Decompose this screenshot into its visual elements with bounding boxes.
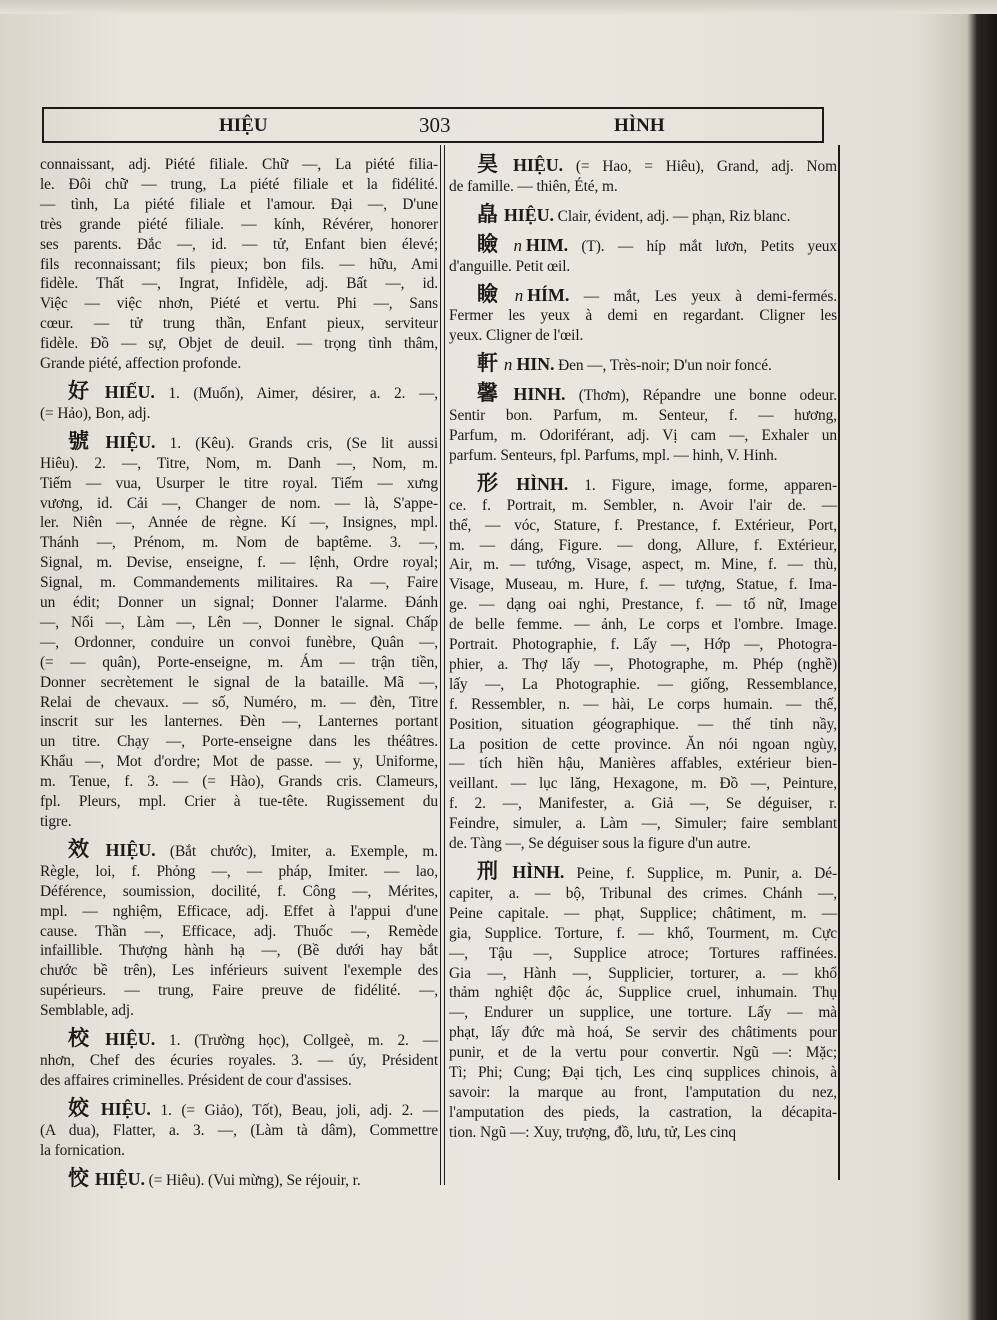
dictionary-entry — [449, 470, 837, 854]
headword: HIỆU. — [105, 431, 156, 452]
headword: HIỆU. — [94, 1168, 145, 1189]
headword-character: 馨 — [477, 381, 508, 406]
entry-text: Khẩu —, Mot d'ordre; Mot de passe. — y, Uniforme, — [40, 753, 438, 771]
entry-text: Air, m. — tướng, Visage, aspect, m. Mine, f. — thù, — [449, 556, 837, 574]
entry-line — [449, 814, 837, 834]
entry-text: (A dua), Flatter, a. 3. —, (Làm tà dâm), Commettre — [40, 1121, 438, 1139]
entry-line — [449, 794, 837, 814]
entry-text: tigre. — [40, 813, 72, 830]
entry-line — [449, 924, 837, 944]
right-margin-rule — [838, 145, 840, 1180]
entry-line — [40, 653, 438, 673]
entry-line — [40, 613, 438, 633]
entry-line — [40, 454, 438, 474]
entry-text: de. Tàng —, Se déguiser sous la figure d'un autre. — [449, 835, 751, 853]
entry-line — [449, 326, 837, 346]
entry-text: le. Đôi chữ — trung, La piété filiale et la fidélité. — [40, 175, 438, 193]
headword-character: 瞼 — [477, 231, 508, 256]
entry-line — [40, 494, 438, 514]
entry-line — [449, 944, 837, 964]
headword: HIỆU. — [503, 204, 554, 225]
entry-line — [449, 1083, 837, 1103]
entry-text: cause. Thần —, Efficace, adj. Thuốc —, Remède — [40, 922, 438, 940]
header-left-guide-word: HIỆU — [219, 115, 268, 136]
entry-text: un édit; Donner un signal; Donner l'alarme. Đánh — [40, 594, 438, 612]
entry-text: —, Nổi —, Làm —, Lên —, Donner le signal. Chấp — [40, 613, 438, 631]
entry-text: ses parents. Đắc —, id. — tử, Enfant bien élevé; — [40, 235, 438, 253]
entry-line — [40, 354, 438, 374]
headword: HIẾU. — [104, 381, 155, 402]
entry-line — [449, 635, 837, 655]
entry-text: thể, — vóc, Stature, f. Prestance, f. Extérieur, Port, — [449, 516, 837, 534]
entry-line — [40, 792, 438, 812]
entry-line — [40, 334, 438, 354]
entry-line — [449, 406, 837, 426]
entry-text: savoir: la marque au front, l'amputation du nez, — [449, 1083, 837, 1101]
entry-line — [449, 595, 837, 615]
entry-line — [40, 378, 439, 404]
entry-text: Fermer les yeux à demi en regardant. Cligner les — [449, 307, 837, 325]
entry-text: —, Endurer un supplice, une torture. Lấy — mà — [449, 1004, 837, 1022]
entry-text: thảm nghiệt độc ác, Supplice cruel, inhumain. Thụ — [449, 984, 837, 1002]
entry-text: fidèle. Thất —, Ingrat, Infidèle, adj. Bất —, id. — [40, 275, 438, 293]
entry-line — [40, 155, 438, 175]
entry-text: ler. Niên —, Année de règne. Kí —, Insignes, mpl. — [40, 514, 438, 532]
entry-text: 1. (= Giảo), Tốt), Beau, joli, adj. 2. — — [160, 1101, 438, 1119]
entry-line — [40, 882, 438, 902]
entry-line — [449, 1003, 837, 1023]
headword: HIM. — [525, 234, 569, 255]
dictionary-entry — [40, 378, 439, 424]
entry-text: un titre. Chạy —, Porte-enseigne dans les théâtres. — [40, 733, 438, 751]
entry-text: 1. Figure, image, forme, apparen- — [584, 476, 837, 494]
entry-line — [40, 752, 438, 772]
entry-text: d'anguille. Petit œil. — [449, 257, 571, 275]
entry-line — [40, 673, 438, 693]
entry-line — [449, 904, 837, 924]
entry-text: vương, id. Cải —, Changer de nom. — là, S'appe- — [40, 494, 438, 512]
entry-line — [40, 633, 438, 653]
entry-text: connaissant, adj. Piété filiale. Chữ —, La piété filia- — [40, 156, 438, 173]
left-column — [40, 155, 438, 1198]
headword-character: 校 — [68, 1026, 100, 1051]
entry-text: Donner secrètement le signal de la bataille. Mã —, — [40, 673, 438, 691]
headword-character: 昊 — [477, 152, 508, 176]
entry-text: Parfum, m. Odoriférant, adj. Vị cam —, Exhaler un — [449, 426, 837, 444]
entry-line — [449, 536, 837, 556]
entry-line — [449, 446, 837, 466]
column-divider — [444, 145, 445, 1185]
entry-text: (= Hiêu). (Vui mừng), Se réjouir, r. — [148, 1171, 361, 1189]
dictionary-entry — [449, 152, 838, 197]
entry-line — [40, 314, 438, 334]
entry-line — [40, 1051, 438, 1071]
entry-line — [449, 306, 837, 326]
entry-text: Tì; Phi; Cung; Đại tịch, Les cinq supplices chinois, à — [449, 1064, 837, 1082]
entry-text: fpl. Pleurs, mpl. Crier à tue-tête. Rugissement du — [40, 793, 438, 811]
entry-line — [40, 513, 438, 533]
entry-line — [40, 428, 438, 454]
entry-text: chước bề trên), Les inférieurs suivent l'exemple des — [40, 962, 438, 980]
headword-character: 效 — [68, 836, 100, 861]
headword: HIN. — [516, 354, 555, 375]
entry-text: Peine, f. Supplice, m. Punir, a. Dé- — [576, 865, 838, 882]
entry-text: Peine capitale. — phạt, Supplice; châtiment, m. — — [449, 904, 837, 922]
entry-text: cœur. — tử trung thần, Enfant pieux, serviteur — [40, 315, 438, 333]
entry-line — [40, 533, 438, 553]
dictionary-entry — [40, 1165, 438, 1191]
entry-line — [40, 215, 438, 235]
entry-line — [40, 693, 438, 713]
entry-text: de belle femme. — ảnh, Le corps et l'ombre. Image. — [449, 616, 837, 634]
entry-text: Sentir bon. Parfum, m. Senteur, f. — hương, — [449, 407, 837, 425]
entry-text: phier, a. Thợ lấy —, Photographe, m. Phép (nghề) — [449, 655, 837, 673]
entry-text: des affaires criminelles. Président de cour d'assises. — [40, 1071, 352, 1089]
entry-line — [40, 255, 438, 275]
entry-text: 1. (Muốn), Aimer, désirer, a. 2. —, — [168, 384, 439, 402]
headword: HÌNH. — [516, 473, 569, 494]
dictionary-entry — [449, 381, 837, 466]
entry-text: (= Hảo), Bon, adj. — [40, 404, 151, 422]
headword-character: 恔 — [68, 1165, 89, 1190]
entry-line — [40, 235, 438, 255]
entry-text: (= — quân), Porte-enseigne, m. Ám — trận tiền, — [40, 653, 438, 671]
entry-line — [449, 615, 837, 635]
entry-line — [449, 834, 837, 854]
entry-line — [449, 496, 837, 516]
entry-text: ce. f. Portrait, m. Sembler, n. Avoir l'air de. — — [449, 496, 837, 514]
entry-line — [449, 675, 837, 695]
entry-text: phạt, lấy đức mà hoá, Se servir des châtiments pour — [449, 1024, 837, 1042]
entry-line — [449, 516, 837, 536]
entry-line — [40, 836, 438, 862]
entry-text: Tiếm — vua, Usurper le titre royal. Tiếm — xưng — [40, 474, 438, 492]
entry-line — [40, 1026, 438, 1051]
entry-line — [449, 555, 837, 575]
entry-text: Hiêu). 2. —, Titre, Nom, m. Danh —, Nom, m. — [40, 454, 438, 472]
entry-text: (T). — híp mắt lươn, Petits yeux — [581, 237, 837, 255]
entry-line — [449, 754, 837, 774]
headword-character: 姣 — [68, 1095, 95, 1120]
column-divider — [440, 145, 441, 1185]
entry-text: m. Tenue, f. 3. — (= Hào), Grands cris. Clameurs, — [40, 773, 438, 791]
header-right-guide-word: HÌNH — [614, 115, 665, 136]
entry-text: nhơn, Chef des écuries royales. 3. — úy, Président — [40, 1051, 438, 1069]
entry-line — [40, 195, 438, 215]
entry-line — [40, 772, 438, 792]
entry-text: parfum. Senteurs, fpl. Parfums, mpl. — hinh, V. Hinh. — [449, 446, 778, 464]
entry-text: lấy —, La Photographie. — giống, Ressemblance, — [449, 675, 837, 693]
entry-text: La position de cette province. Ăn nói ngoan ngùy, — [449, 735, 837, 753]
page-number: 303 — [419, 113, 451, 137]
entry-text: Règle, loi, f. Phỏng —, — pháp, Imiter. — lao, — [40, 862, 438, 880]
entry-text: Đen —, Très-noir; D'un noir foncé. — [558, 357, 772, 375]
entry-line — [449, 1123, 837, 1143]
entry-line — [449, 964, 837, 984]
entry-line — [449, 859, 838, 884]
entry-line — [40, 902, 438, 922]
entry-line — [40, 1141, 438, 1161]
entry-line — [40, 922, 438, 942]
entry-line — [449, 426, 837, 446]
dictionary-entry — [40, 836, 438, 1021]
headword: HIỆU. — [513, 155, 564, 175]
entry-text: Signal, m. Commandements militaires. Ra —, Faire — [40, 574, 438, 592]
dictionary-entry — [40, 1095, 438, 1161]
dictionary-entry — [449, 351, 837, 376]
entry-line — [449, 381, 837, 406]
entry-line — [40, 274, 438, 294]
dictionary-entry — [40, 428, 438, 832]
entry-text: mpl. — nghiệm, Efficace, adj. Effet à l'appui d'une — [40, 902, 438, 920]
headword-marker: n — [514, 285, 524, 305]
headword-marker: n — [513, 235, 522, 255]
entry-text: capiter, a. — bộ, Tribunal des crimes. Chánh —, — [449, 884, 837, 902]
entry-line — [40, 1071, 438, 1091]
entry-line — [449, 201, 837, 227]
dictionary-entry — [40, 1026, 438, 1091]
headword-character: 好 — [68, 378, 99, 403]
right-column — [449, 152, 838, 1151]
entry-line — [449, 351, 837, 376]
entry-line — [40, 712, 438, 732]
entry-text: — tích hiền hậu, Manières affables, extérieur bien- — [449, 755, 837, 773]
entry-line — [449, 695, 837, 715]
headword-marker: n — [503, 355, 513, 375]
headword: HINH. — [513, 384, 566, 405]
entry-line — [449, 1103, 837, 1123]
headword-character: 軒 — [477, 351, 498, 376]
entry-text: Signal, m. Devise, enseigne, f. — lệnh, Ordre royal; — [40, 554, 438, 572]
entry-text: fils reconnaissant; fils pieux; bon fils. — hữu, Ami — [40, 255, 438, 273]
entry-line — [40, 961, 438, 981]
entry-text: inscrit sur les lanternes. Đèn —, Lanternes portant — [40, 713, 438, 731]
entry-text: —, Ordonner, conduire un convoi funèbre, Quân —, — [40, 633, 438, 651]
entry-line — [449, 281, 837, 307]
headword-character: 號 — [68, 428, 100, 453]
entry-text: 1. (Trường học), Collgeè, m. 2. — — [169, 1032, 438, 1050]
entry-text: veillant. — lục lăng, Hexagone, m. Đồ —, Peinture, — [449, 775, 837, 793]
headword-character: 瞼 — [477, 281, 509, 306]
entry-line — [40, 862, 438, 882]
entry-text: yeux. Cligner de l'œil. — [449, 327, 584, 345]
entry-line — [449, 152, 838, 177]
entry-line — [40, 1165, 438, 1191]
entry-text: fidèle. Đồ — sự, Objet de deuil. — trọng tình thâm, — [40, 335, 438, 353]
entry-text: Déférence, soumission, docilité, f. Công —, Mérites, — [40, 882, 438, 900]
entry-line — [40, 553, 438, 573]
entry-line — [40, 175, 438, 195]
entry-text: f. Ressembler, n. — hài, Le corps humain. — thế, — [449, 695, 837, 713]
entry-line — [449, 575, 837, 595]
entry-text: (Bắt chước), Imiter, a. Exemple, m. — [169, 842, 438, 860]
headword: HÌNH. — [512, 862, 565, 882]
dictionary-entry — [449, 201, 837, 227]
entry-text: m. — dáng, Figure. — dong, Allure, f. Extérieur, — [449, 536, 837, 554]
entry-line — [449, 177, 837, 197]
entry-text: Position, situation géographique. — thế tỉnh nầy, — [449, 715, 837, 733]
entry-text: (= Hao, = Hiêu), Grand, adj. Nom — [575, 158, 838, 175]
entry-line — [449, 735, 837, 755]
entry-text: — mắt, Les yeux à demi-fermés. — [583, 287, 837, 305]
entry-line — [449, 884, 837, 904]
entry-text: Grande piété, affection profonde. — [40, 355, 242, 373]
entry-line — [449, 1043, 837, 1063]
headword: HIỆU. — [105, 1029, 156, 1050]
entry-text: gia, Supplice. Torture, f. — khổ, Tourment, m. Cực — [449, 924, 837, 942]
entry-text: Relai de chevaux. — số, Numéro, m. — đèn, Titre — [40, 693, 438, 711]
entry-text: ge. — dạng oai nghi, Prestance, f. — tố nữ, Image — [449, 596, 837, 614]
page-top-edge — [0, 0, 997, 14]
entry-line — [40, 474, 438, 494]
dictionary-entry — [449, 281, 837, 347]
entry-line — [40, 294, 438, 314]
entry-line — [449, 655, 837, 675]
entry-line — [40, 593, 438, 613]
entry-text: Semblable, adj. — [40, 1002, 134, 1020]
entry-text: punir, et de la vertu pour convertir. Ngũ —: Mặc; — [449, 1044, 837, 1062]
headword: HÍM. — [527, 284, 570, 305]
entry-line — [449, 983, 837, 1003]
headword: HIỆU. — [105, 839, 156, 860]
entry-line — [40, 1095, 438, 1121]
entry-line — [449, 715, 837, 735]
entry-line — [40, 1001, 438, 1021]
headword-character: 形 — [477, 470, 511, 495]
entry-text: 1. (Kêu). Grands cris, (Se lit aussi — [169, 434, 438, 452]
entry-line — [449, 470, 837, 496]
entry-text: Clair, évident, adj. — phạn, Riz blanc. — [557, 207, 791, 225]
entry-line — [40, 404, 438, 424]
entry-text: supérieurs. — trung, Faire preuve de fidélité. —, — [40, 982, 438, 1000]
entry-text: Feindre, simuler, a. Làm —, Simuler; faire semblant — [449, 815, 837, 833]
entry-line — [449, 257, 837, 277]
entry-text: — tình, La piété filiale et l'amour. Đại —, D'une — [40, 195, 438, 213]
entry-line — [40, 732, 438, 752]
headword-character: 皛 — [477, 201, 498, 226]
entry-text: Visage, Museau, m. Hure, f. — tượng, Statue, f. Ima- — [449, 576, 837, 594]
entry-line — [40, 1121, 438, 1141]
entry-text: de famille. — thiên, Été, m. — [449, 177, 618, 195]
running-header — [42, 107, 824, 143]
entry-text: Thánh —, Prénom, m. Nom de baptême. 3. —, — [40, 534, 438, 552]
headword-character: 刑 — [477, 859, 507, 883]
dictionary-entry — [449, 859, 838, 1143]
entry-line — [40, 812, 438, 832]
entry-line — [449, 231, 837, 257]
entry-text: Portrait. Photographie, f. Lấy —, Hớp —, Photogra- — [449, 636, 837, 654]
entry-text: (Thơm), Répandre une bonne odeur. — [578, 387, 837, 405]
entry-line — [449, 1023, 837, 1043]
entry-text: f. 2. —, Manifester, a. Giả —, Se déguiser, r. — [449, 795, 837, 813]
entry-line — [40, 573, 438, 593]
entry-line — [40, 941, 438, 961]
entry-text: très grande piété filiale. — kính, Révérer, honorer — [40, 215, 438, 233]
dictionary-entry — [449, 231, 837, 277]
entry-text: infaillible. Thượng hành hạ —, (Bề dưới hay bắt — [40, 942, 438, 960]
entry-text: Gia —, Hành —, Supplicier, torturer, a. — khổ — [449, 964, 837, 982]
entry-line — [40, 981, 438, 1001]
entry-line — [449, 774, 837, 794]
dictionary-entry — [40, 155, 438, 374]
entry-text: la fornication. — [40, 1141, 125, 1159]
entry-line — [449, 1063, 837, 1083]
entry-text: Việc — việc nhơn, Piété et vertu. Phi —, Sans — [40, 295, 438, 313]
entry-text: l'amputation des pieds, la castration, la décapita- — [449, 1103, 837, 1121]
entry-text: tion. Ngũ —: Xuy, trượng, đồ, lưu, tử, Les cinq — [449, 1123, 736, 1141]
entry-text: —, Tậu —, Supplice atroce; Tortures raffinées. — [449, 944, 837, 962]
headword: HIỆU. — [100, 1098, 151, 1119]
